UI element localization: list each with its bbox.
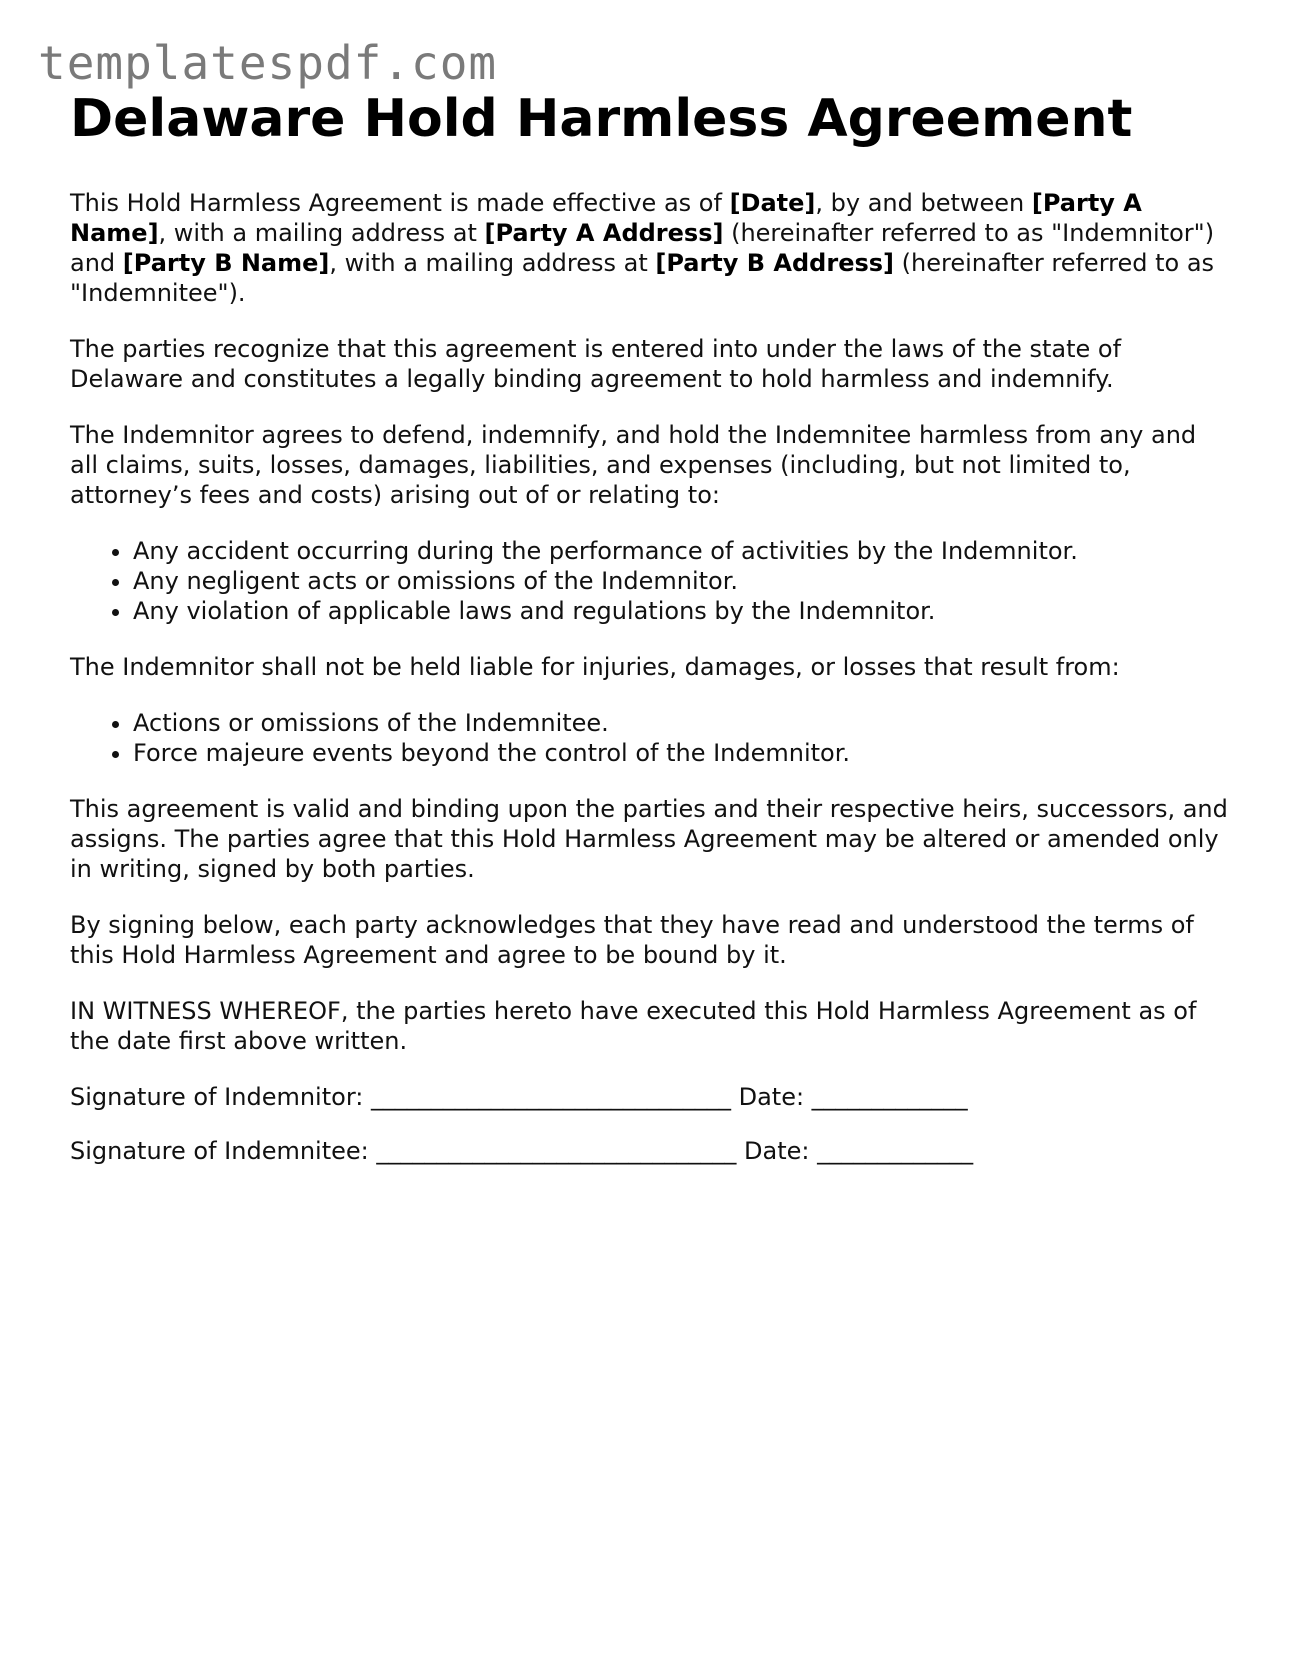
indemnitee-signature-line[interactable]: Signature of Indemnitee: ______________________________ Date: _____________ [70,1136,974,1165]
date-placeholder: [Date] [729,188,816,217]
party-a-address-placeholder: [Party A Address] [484,218,724,247]
acknowledgement-paragraph: By signing below, each party acknowledges that they have read and understood the terms of this Hold Harmless Agreement and agree to be bound by it. [70,910,1194,969]
exclusions-paragraph: The Indemnitor shall not be held liable for injuries, damages, or losses that result from: [70,652,1120,681]
document-title: Delaware Hold Harmless Agreement [70,89,1133,149]
list-item: • Any violation of applicable laws and regulations by the Indemnitor. [133,596,1230,626]
list-item: • Force majeure events beyond the control of the Indemnitor. [133,738,1230,768]
intro-text-2: , by and between [815,188,1032,217]
intro-paragraph [70,188,1230,308]
indemnitor-signature-line[interactable]: Signature of Indemnitor: ______________________________ Date: _____________ [70,1082,968,1111]
indemnity-paragraph: The Indemnitor agrees to defend, indemnify, and hold the Indemnitee harmless from any and all claims, suits, losses, damages, liabilities, and expenses (including, but not limited to, attorney’s fees and costs) arising out of or relating to: [70,420,1197,509]
intro-text-5: , with a mailing address at [329,248,656,277]
intro-text-6: (hereinafter referred to as "Indemnitee"). [70,248,1215,307]
party-b-address-placeholder: [Party B Address] [655,248,895,277]
watermark-logo: templatespdf.com [38,36,498,90]
intro-text-3: , with a mailing address at [158,218,485,247]
party-a-name-placeholder: [Party A Name] [70,188,1142,247]
witness-paragraph: IN WITNESS WHEREOF, the parties hereto have executed this Hold Harmless Agreement as of the date first above written. [70,996,1197,1055]
list-item: • Any accident occurring during the performance of activities by the Indemnitor. [133,536,1230,566]
party-b-name-placeholder: [Party B Name] [122,248,330,277]
intro-text-1: This Hold Harmless Agreement is made effective as of [70,188,730,217]
document-body [70,90,1230,1190]
list-item: • Any negligent acts or omissions of the Indemnitor. [133,566,1230,596]
governing-law-paragraph: The parties recognize that this agreement is entered into under the laws of the state of Delaware and constitutes a legally binding agreement to hold harmless and indemnify. [70,334,1122,393]
intro-text-4: (hereinafter referred to as "Indemnitor") and [70,218,1215,277]
list-item: • Actions or omissions of the Indemnitee. [133,708,1230,738]
indemnity-list [70,536,1230,626]
binding-paragraph: This agreement is valid and binding upon the parties and their respective heirs, successors, and assigns. The parties agree that this Hold Harmless Agreement may be altered or amended only in writing, signed by both parties. [70,794,1228,883]
exclusions-list [70,708,1230,768]
